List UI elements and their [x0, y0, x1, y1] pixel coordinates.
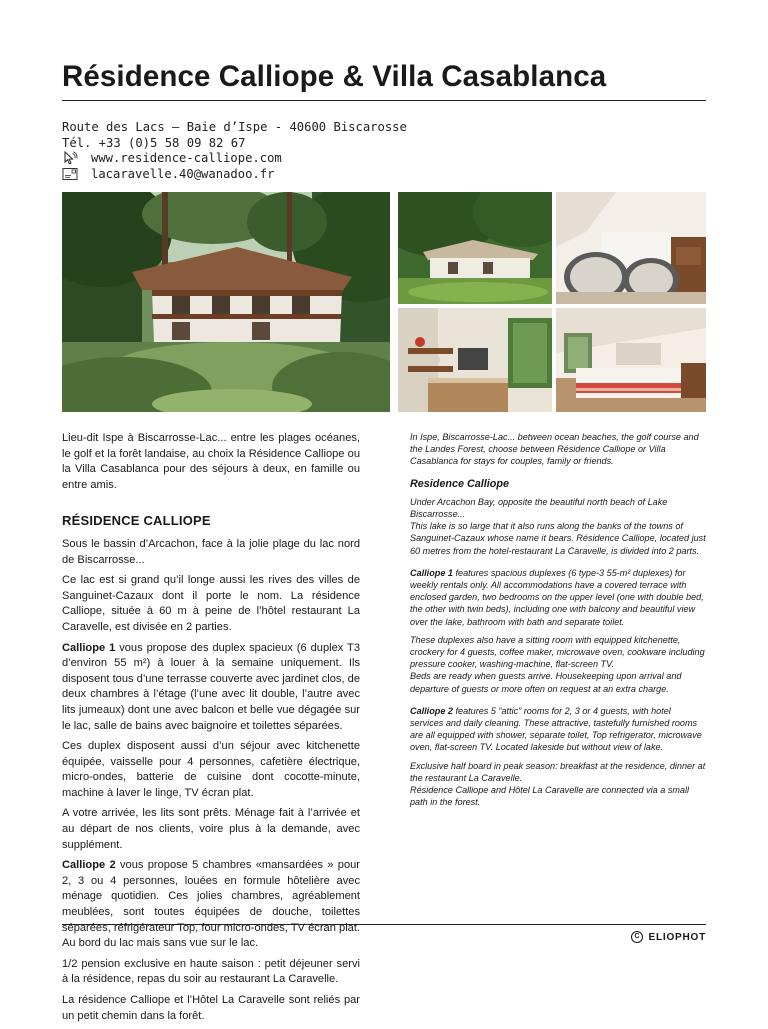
website-row[interactable] [62, 151, 407, 167]
english-intro: In Ispe, Biscarrosse-Lac... between ocean beaches, the golf course and the Landes Forest, choose between Résidence Calliope or Villa Casablanca for stays for couples, family or friends. [410, 432, 699, 467]
english-calliope-1-label: Calliope 1 [410, 567, 453, 578]
address-row [62, 120, 407, 136]
email-row[interactable] [62, 167, 407, 183]
residence-exterior-photo [62, 192, 390, 412]
english-calliope-2-label: Calliope 2 [410, 705, 453, 716]
copyright-icon: C [631, 931, 643, 943]
french-column [62, 431, 360, 1029]
footer-brand [631, 931, 706, 943]
french-paragraph-6 [62, 858, 360, 952]
villa-garden-photo [398, 192, 552, 304]
envelope-icon [62, 167, 80, 182]
french-paragraph-2: Ce lac est si grand qu’il longe aussi les rives des villes de Sanguinet-Cazaux dont il porte le nom. La résidence Calliope, située à 60 m à peine de l’hôtel restaurant La Caravelle, est divisée en 2 parties. [62, 574, 360, 633]
english-paragraph-5: Beds are ready when guests arrive. Housekeeping upon arrival and departure of guests or more often on request at an extra charge. [410, 671, 682, 694]
footer-divider [62, 924, 706, 925]
bedroom-bed-photo [556, 308, 706, 412]
english-paragraph-1: Under Arcachon Bay, opposite the beautiful north beach of Lake Biscarrosse... [410, 496, 668, 520]
english-calliope-1-text: features spacious duplexes (6 type-3 55-m² duplexes) for weekly rentals only. All accommodations have a covered terrace with enclosed garden, two bedrooms on the upper level (one with double bed, the other with twin beds), including one with balcony and beautiful view over the lake, bathroom with bath and separate toilet. [410, 567, 704, 627]
french-paragraph-7: 1/2 pension exclusive en haute saison : petit déjeuner servi à la résidence, repas du soir au restaurant La Caravelle. [62, 957, 360, 986]
french-calliope-2-label: Calliope 2 [62, 859, 116, 872]
phone-text: Tél. +33 (0)5 58 09 82 67 [62, 135, 246, 150]
english-column [410, 431, 706, 808]
french-paragraph-3 [62, 641, 360, 735]
address-text: Route des Lacs – Baie d’Ispe - 40600 Biscarosse [62, 120, 407, 134]
french-paragraph-4: Ces duplex disposent aussi d’un séjour avec kitchenette équipée, vaisselle pour 4 personnes, cafetière électrique, micro-ondes, batterie de cuisine dont cocotte-minute, machine à laver le linge, TV écran plat. [62, 740, 360, 799]
phone-row [62, 136, 407, 152]
english-paragraph-7: Exclusive half board in peak season: breakfast at the residence, dinner at the restaurant La Caravelle. [410, 760, 706, 783]
english-paragraph-4: These duplexes also have a sitting room with equipped kitchenette, crockery for 4 guests, coffee maker, microwave oven, cookware including pressure cooker, washing-machine, flat-screen TV. [410, 634, 705, 670]
french-calliope-2-text: vous propose 5 chambres «mansardées » pour 2, 3 ou 4 personnes, louées en formule hôtelière avec ménage quotidien. Ces jolies chambres, agréablement meublées, sont toutes équipées de douche, toilettes séparées, réfrigérateur Top, four micro-ondes, TV écran plat. Au bord du lac mais sans vue sur le lac. [62, 859, 360, 950]
bedroom-armchairs-photo [556, 192, 706, 304]
english-calliope-2-text: features 5 “attic” rooms for 2, 3 or 4 guests, with hotel services and daily cleaning. These attractive, tastefully furnished rooms are all equipped with shower, separate toilet, Top refrigerator, microwave oven, flat-screen TV. Located lakeside but without view of lake. [410, 705, 702, 753]
mouse-cursor-icon [62, 151, 80, 166]
french-paragraph-5: A votre arrivée, les lits sont prêts. Ménage fait à l’arrivée et au départ de nos clients, voire plus à la demande, avec supplément. [62, 807, 360, 851]
french-paragraph-1: Sous le bassin d’Arcachon, face à la jolie plage du lac nord de Biscarrosse... [62, 537, 360, 566]
english-paragraph-2: This lake is so large that it also runs along the banks of the towns of Sanguinet-Cazaux whose name it bears. Résidence Calliope, located just 60 metres from the hotel-restaurant La Caravelle, is divided into 2 parts. [410, 521, 706, 556]
brand-name: ELIOPHOT [648, 931, 706, 943]
page-title: Résidence Calliope & Villa Casablanca [62, 60, 706, 101]
english-heading: Residence Calliope [410, 477, 510, 490]
french-calliope-1-label: Calliope 1 [62, 641, 116, 654]
english-paragraph-3 [410, 567, 706, 628]
contact-block [62, 120, 407, 182]
english-paragraph-6 [410, 705, 706, 754]
french-paragraph-8: La résidence Calliope et l’Hôtel La Caravelle sont reliés par un petit chemin dans la forêt. [62, 994, 360, 1022]
english-paragraph-8: Résidence Calliope and Hôtel La Caravelle are connected via a small path in the forest. [410, 785, 690, 808]
email-link[interactable]: lacaravelle.40@wanadoo.fr [91, 166, 275, 181]
website-link[interactable]: www.residence-calliope.com [91, 151, 282, 165]
kitchenette-photo [398, 308, 552, 412]
french-heading: RÉSIDENCE CALLIOPE [62, 513, 211, 529]
french-intro: Lieu-dit Ispe à Biscarrosse-Lac... entre les plages océanes, le golf et la forêt landaise, au choix la Résidence Calliope ou la Villa Casablanca pour des séjours à deux, en famille ou entre amis. [62, 432, 360, 491]
french-calliope-1-text: vous propose des duplex spacieux (6 duplex T3 d’environ 55 m²) à louer à la semaine uniquement. Ils disposent tous d’une terrasse couverte avec jardinet clos, de deux chambres à l’étage (l’une avec lit double, l’autre avec lits jumeaux) dont une avec balcon et belle vue dégagée sur le lac, salle de bains avec baignoire et toilettes séparées. [62, 641, 360, 732]
